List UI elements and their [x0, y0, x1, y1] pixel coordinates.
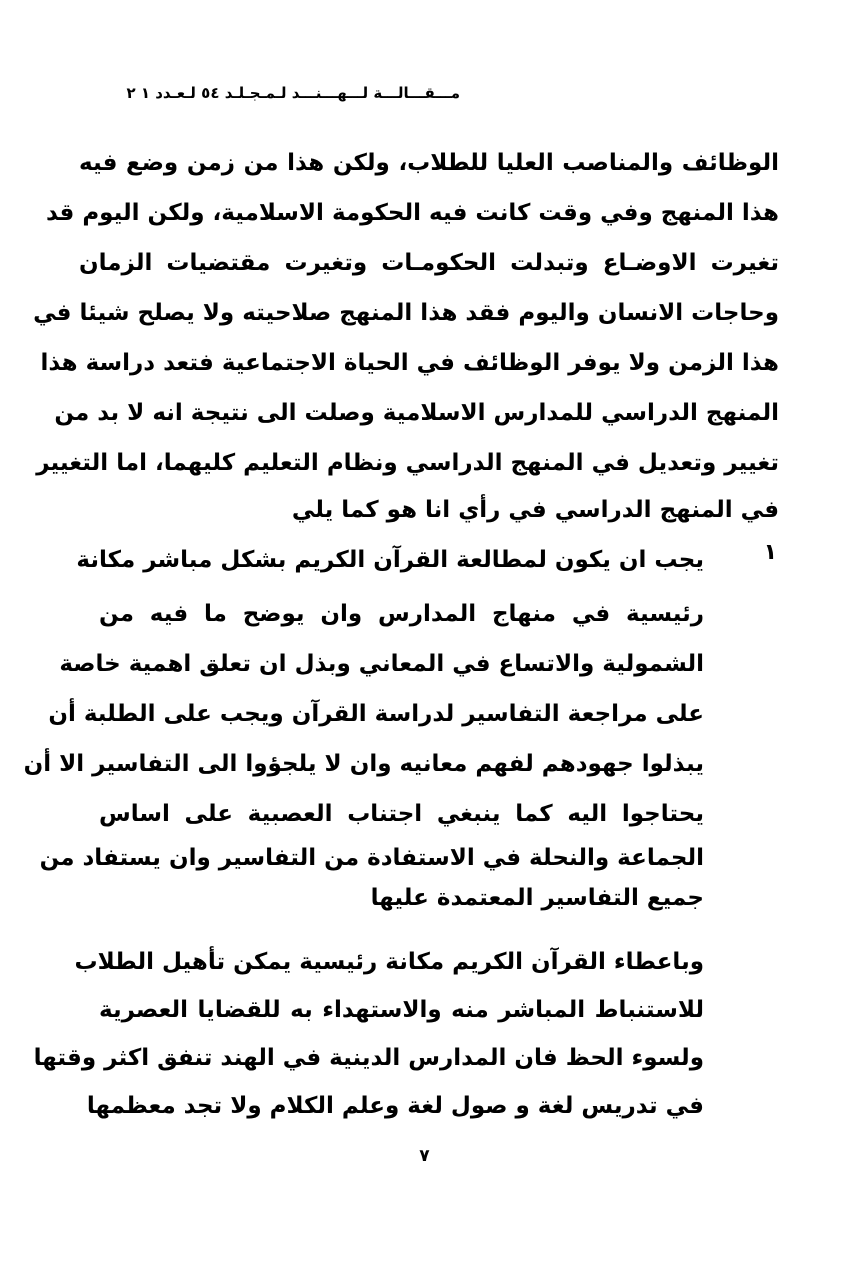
running-header: مـــقـــالـــة لـــهـــنـــد لـمـجـلـد ٥٤ لـعـدد ١ ٢ [126, 84, 460, 102]
text-line: وحاجات الانسان واليوم فقد هذا المنهج صلاحيته ولا يصلح شيئا في [33, 300, 779, 326]
text-line: يحتاجوا اليه كما ينبغي اجتناب العصبية على اساس [99, 801, 704, 827]
text-line: على مراجعة التفاسير لدراسة القرآن ويجب على الطلبة أن [48, 701, 704, 727]
text-line: الوظائف والمناصب العليا للطلاب، ولكن هذا من زمن وضع فيه [79, 150, 779, 176]
text-line: المنهج الدراسي للمدارس الاسلامية وصلت الى نتيجة انه لا بد من [54, 400, 779, 426]
text-line: الجماعة والنحلة في الاستفادة من التفاسير وان يستفاد من [39, 845, 704, 871]
text-line: هذا الزمن ولا يوفر الوظائف في الحياة الاجتماعية فتعد دراسة هذا [40, 350, 779, 376]
text-line: يبذلوا جهودهم لفهم معانيه وان لا يلجؤوا الى التفاسير الا أن [23, 751, 704, 777]
text-line: تغيرت الاوضـاع وتبدلت الحكومـات وتغيرت مقتضيات الزمان [79, 250, 779, 276]
text-line: هذا المنهج وفي وقت كانت فيه الحكومة الاسلامية، ولكن اليوم قد [45, 200, 779, 226]
text-line: وباعطاء القرآن الكريم مكانة رئيسية يمكن تأهيل الطلاب [74, 949, 704, 975]
text-line: للاستنباط المباشر منه والاستهداء به للقضايا العصرية [99, 997, 704, 1023]
text-line: يجب ان يكون لمطالعة القرآن الكريم بشكل مباشر مكانة [76, 547, 704, 573]
text-line: الشمولية والاتساع في المعاني وبذل ان تعلق اهمية خاصة [59, 651, 704, 677]
text-line: في تدريس لغة و صول لغة وعلم الكلام ولا تجد معظمها [86, 1093, 704, 1119]
text-line: ولسوء الحظ فان المدارس الدينية في الهند تنفق اكثر وقتها [33, 1045, 704, 1071]
text-line: رئيسية في منهاج المدارس وان يوضح ما فيه من [99, 601, 704, 627]
page-number: ٧ [419, 1146, 430, 1166]
list-item-number: ١ [763, 540, 777, 565]
text-line: في المنهج الدراسي في رأي انا هو كما يلي [291, 497, 779, 523]
text-line: جميع التفاسير المعتمدة عليها [370, 885, 704, 911]
text-line: تغيير وتعديل في المنهج الدراسي ونظام التعليم كليهما، اما التغيير [36, 450, 779, 476]
